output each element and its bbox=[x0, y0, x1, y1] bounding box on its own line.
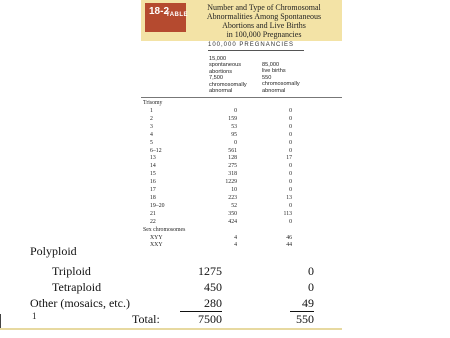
value-abortions: 0 bbox=[234, 139, 237, 146]
divider bbox=[141, 97, 342, 98]
divider bbox=[0, 328, 342, 330]
row-label: 1 bbox=[150, 108, 153, 114]
value-live-births: 0 bbox=[289, 202, 292, 209]
row-label-triploid: Triploid bbox=[52, 264, 91, 278]
value-tetraploid-live: 0 bbox=[308, 280, 314, 294]
value-live-births: 0 bbox=[289, 171, 292, 178]
row-label: 17 bbox=[150, 187, 156, 193]
row-label: 21 bbox=[150, 210, 156, 217]
value-abortions: 10 bbox=[231, 187, 237, 193]
value-live-births: 17 bbox=[286, 155, 292, 162]
value-abortions: 275 bbox=[228, 163, 237, 170]
value-live-births: 0 bbox=[289, 187, 292, 193]
value-abortions: 424 bbox=[228, 218, 237, 225]
value-abortions: 0 bbox=[234, 108, 237, 114]
column-group-header: 100,000 PREGNANCIES bbox=[208, 42, 295, 48]
row-label: 13 bbox=[150, 155, 156, 162]
row-label: 15 bbox=[150, 171, 156, 178]
row-label: XYY bbox=[150, 235, 163, 241]
value-abortions: 4 bbox=[234, 242, 237, 249]
value-total-abortions: 7500 bbox=[198, 312, 222, 326]
row-label: 18 bbox=[150, 194, 156, 201]
row-label: 6–12 bbox=[150, 147, 162, 154]
value-abortions: 95 bbox=[231, 131, 237, 138]
column-header-spontaneous: 15,000 spontaneous abortions 7,500 chromosomally abnormal bbox=[209, 56, 247, 95]
row-label: 3 bbox=[150, 123, 153, 130]
column-header-live-births: 85,000 live births 550 chromosomally abnormal bbox=[262, 62, 300, 94]
row-label: 4 bbox=[150, 131, 153, 138]
divider bbox=[208, 50, 304, 51]
value-abortions: 128 bbox=[228, 155, 237, 162]
value-live-births: 0 bbox=[289, 179, 292, 186]
value-live-births: 0 bbox=[289, 131, 292, 138]
value-abortions: 1229 bbox=[225, 179, 237, 186]
value-abortions: 223 bbox=[228, 194, 237, 201]
value-triploid-abortions: 1275 bbox=[198, 264, 222, 278]
row-label: XXY bbox=[150, 242, 163, 249]
value-triploid-live: 0 bbox=[308, 264, 314, 278]
row-label: 2 bbox=[150, 115, 153, 122]
page-mark: 1 bbox=[32, 311, 37, 321]
title-line: Abnormalities Among Spontaneous bbox=[206, 12, 322, 21]
value-abortions: 350 bbox=[228, 210, 237, 217]
value-live-births: 0 bbox=[289, 218, 292, 225]
table-label: TABLE bbox=[166, 12, 189, 18]
row-label-tetraploid: Tetraploid bbox=[52, 280, 102, 294]
value-other-live: 49 bbox=[290, 296, 314, 312]
value-live-births: 0 bbox=[289, 123, 292, 130]
value-abortions: 159 bbox=[228, 115, 237, 122]
row-label: 14 bbox=[150, 163, 156, 170]
row-label: 22 bbox=[150, 218, 156, 225]
section-label-sex-chromosomes: Sex chromosomes bbox=[143, 227, 186, 233]
value-live-births: 46 bbox=[286, 235, 292, 241]
value-total-live: 550 bbox=[296, 312, 314, 326]
value-live-births: 13 bbox=[286, 194, 292, 201]
table-number: 18-2 bbox=[149, 6, 170, 17]
value-tetraploid-abortions: 450 bbox=[204, 280, 222, 294]
row-label: 5 bbox=[150, 139, 153, 146]
section-label-polyploid: Polyploid bbox=[30, 244, 77, 258]
row-label-total: Total: bbox=[132, 312, 160, 326]
value-live-births: 0 bbox=[289, 115, 292, 122]
value-live-births: 0 bbox=[289, 108, 292, 114]
value-other-abortions: 280 bbox=[180, 296, 222, 312]
title-line: in 100,000 Pregnancies bbox=[226, 30, 302, 39]
row-label: 16 bbox=[150, 179, 156, 186]
row-label: 19–20 bbox=[150, 202, 165, 209]
value-abortions: 318 bbox=[228, 171, 237, 178]
title-line: Abortions and Live Births bbox=[222, 21, 306, 30]
value-abortions: 4 bbox=[234, 235, 237, 241]
table-title bbox=[194, 3, 334, 39]
value-live-births: 44 bbox=[286, 242, 292, 249]
value-live-births: 0 bbox=[289, 139, 292, 146]
row-label-other: Other (mosaics, etc.) bbox=[30, 296, 130, 310]
value-abortions: 53 bbox=[231, 123, 237, 130]
value-live-births: 0 bbox=[289, 147, 292, 154]
value-abortions: 561 bbox=[228, 147, 237, 154]
section-label-trisomy: Trisomy bbox=[143, 100, 163, 106]
value-live-births: 0 bbox=[289, 163, 292, 170]
value-abortions: 52 bbox=[231, 202, 237, 209]
title-line: Number and Type of Chromosomal bbox=[207, 3, 321, 12]
value-live-births: 113 bbox=[283, 210, 292, 217]
divider bbox=[0, 314, 1, 328]
